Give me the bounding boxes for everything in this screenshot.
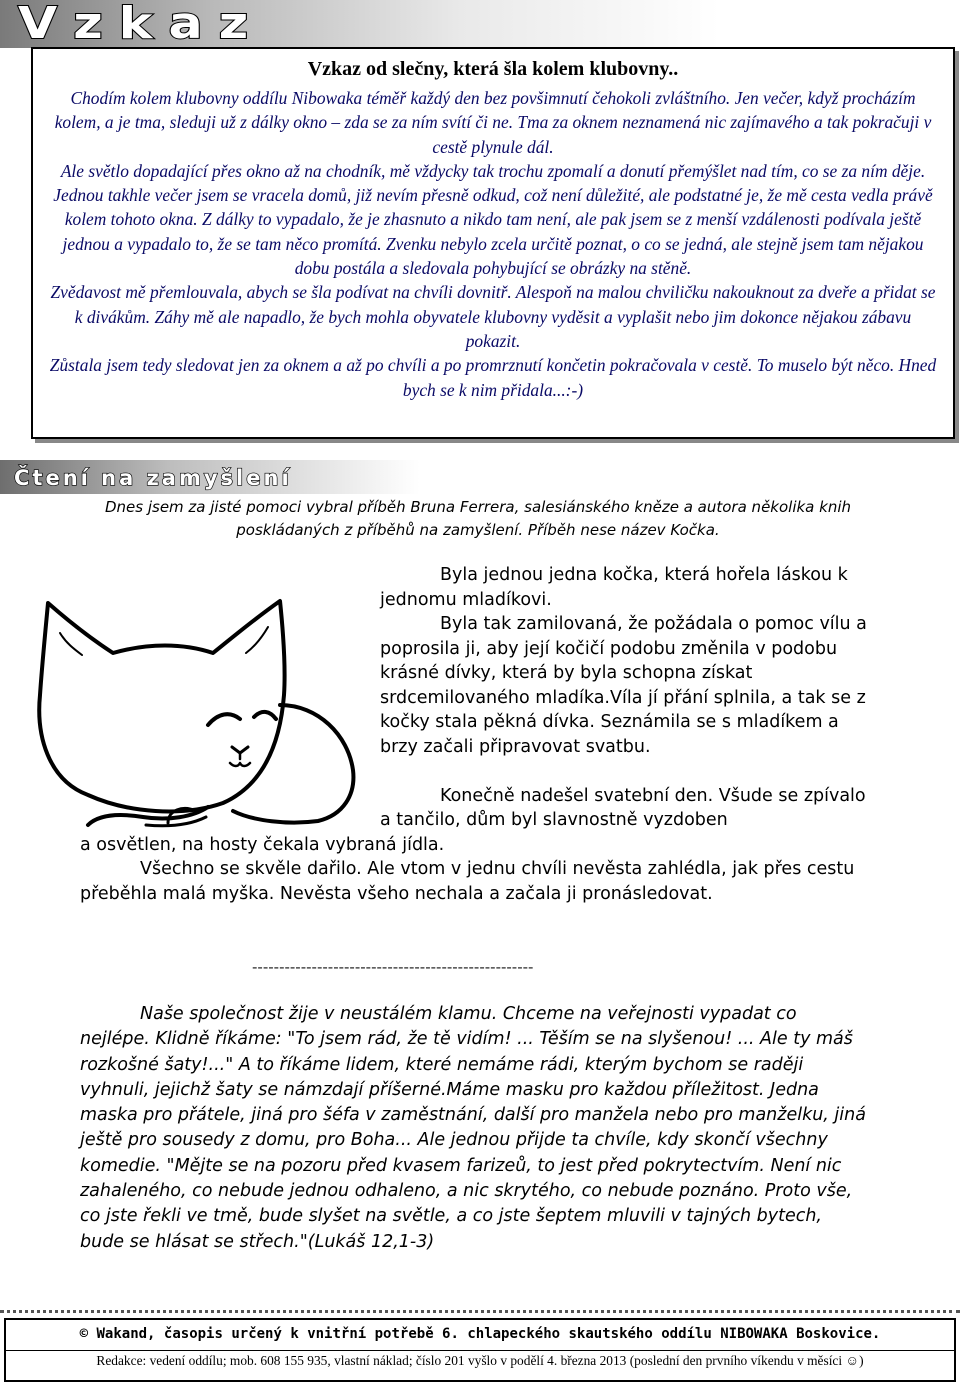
message-paragraph: Zůstala jsem tedy sledovat jen za oknem a až po chvíli a po promrznutí končetin pokračovala v cestě. To muselo být něco. Hned bych se k nim přidala...:-) [49, 355, 937, 400]
message-title: Vzkaz od slečny, která šla kolem klubovny.. [307, 58, 679, 80]
footer-copyright: © Wakand, časopis určený k vnitřní potřebě 6. chlapeckého skautského oddílu NIBOWAKA Boskovice. [79, 1326, 881, 1342]
story-continuation [80, 785, 880, 906]
message-paragraph: Zvědavost mě přemlouvala, abych se šla podívat na chvíli dovnitř. Alespoň na malou chviličku nakouknout za dveře a přidat se k divákům. Záhy mě ale napadlo, že bych mohla obyvatele klubovny vyděsit a vyplašit nebo jim dokonce nějakou zábavu pokazit. [50, 282, 936, 351]
dashed-divider: ---------------------------------------------------- [252, 958, 534, 976]
story-paragraph: Byla jednou jedna kočka, která hořela láskou k jednomu mladíkovi. [380, 565, 848, 610]
section-title: Čtení na zamyšlení [14, 466, 292, 490]
footer-rule [0, 1310, 960, 1313]
section-intro: Dnes jsem za jisté pomoci vybral příběh Bruna Ferrera, salesiánského kněze a autora několika knih poskládaných z příběhů na zamyšlení. Příběh nese název Kočka. [104, 498, 852, 539]
message-paragraph: Ale světlo dopadající přes okno až na chodník, mě vždycky tak trochu zpomalí a donutí přemýšlet nad tím, co se za ním děje. Jednou takhle večer jsem se vracela domů, již nevím přesně odkud, což není důležité, ale podstatné je, že mě cesta vedla právě kolem tohoto okna. Z dálky to vypadalo, že je zhasnuto a nikdo tam není, ale pak jsem se z menší vzdálenosti podívala ještě jednou a vypadalo to, že se tam něco promítá. Zvenku nebylo zcela určitě poznat, o co se jedná, ale stejně jsem tam nějakou dobu postála a sledovala pohybující se obrázky na stěně. [53, 160, 933, 279]
story-text [380, 563, 870, 759]
story-paragraph: Konečně nadešel svatební den. Všude se zpívalo a tančilo, dům byl slavnostně vyzdoben [380, 785, 866, 830]
header-title: Vzkaz [18, 0, 265, 49]
story-paragraph: Byla tak zamilovaná, že požádala o pomoc vílu a poprosila ji, aby její kočičí podobu změnila v podobu krásné dívky, která by byla schopna získat srdcemilovaného mladíka.Víla jí přání splnila, a tak se z kočky stala pěkná dívka. Seznámila se s mladíkem a brzy začali připravovat svatbu. [380, 614, 867, 757]
story-paragraph: a osvětlen, na hosty čekala vybraná jídla. [80, 834, 445, 855]
message-body [48, 86, 938, 402]
essay-text: Naše společnost žije v neustálém klamu. Chceme na veřejnosti vypadat co nejlépe. Klidně říkáme: "To jsem rád, že tě vidím! ... Těším se na slyšenou! ... Ale ty máš rozkošné šaty!..." A to říkáme lidem, které nemáme rádi, kterým bychom se raději vyhnuli, jejichž šaty se námzdají příšerné.Máme masku pro každou příležitost. Jedna maska pro přátele, jiná pro šéfa v zaměstnání, další pro manžela nebo pro manželku, jiná ještě pro sousedy z domu, pro Boha... Ale jednou přijde ta chvíle, kdy skončí všechny komedie. "Mějte se na pozoru před kvasem farizeů, to jest před pokrytectvím. Není nic zahaleného, co nebude jednou odhaleno, a nic skrytého, co nebude poznáno. Proto vše, co jste řekli ve tmě, bude slyšet na světle, a co jste šeptem mluvili v tajných bytech, bude se hlásat se střech."(Lukáš 12,1-3) [80, 1004, 866, 1252]
footer-editorial: Redakce: vedení oddílu; mob. 608 155 935, vlastní náklad; číslo 201 vyšlo v podělí 4. března 2013 (poslední den prvního víkendu v měsíci ☺) [4, 1350, 956, 1369]
message-paragraph: Chodím kolem klubovny oddílu Nibowaka téměř každý den bez povšimnutí čehokoli zvláštního. Jen večer, když procházím kolem, a je tma, sleduji už z dálky okno – zda se za ním svítí či ne. Tma za oknem neznamená nic zajímavého a tak pokračuji v cestě plynule dál. [54, 88, 932, 157]
story-paragraph: Všechno se skvěle dařilo. Ale vtom v jednu chvíli nevěsta zahlédla, jak přes cestu přeběhla malá myška. Nevěsta všeho nechala a začala ji pronásledovat. [80, 859, 855, 904]
